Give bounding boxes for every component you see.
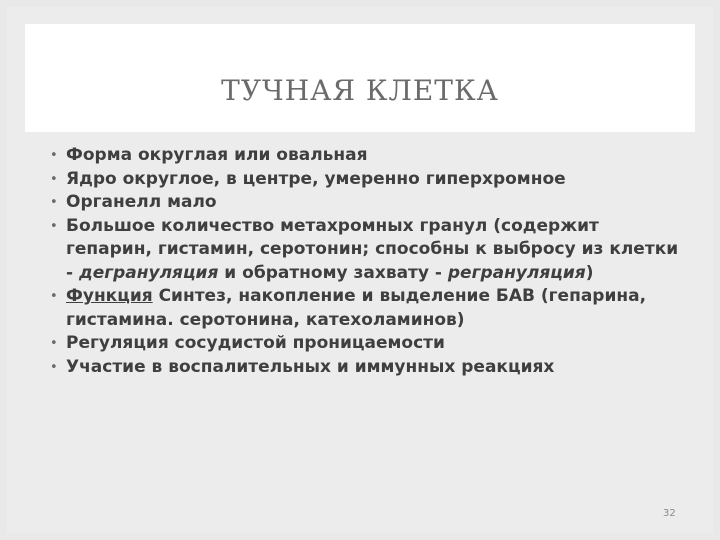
bullet-icon: •	[50, 195, 58, 210]
list-item	[50, 168, 680, 192]
bullet-icon: •	[50, 336, 58, 351]
bullet-icon: •	[50, 359, 58, 375]
title-box	[25, 24, 695, 132]
bullet-list	[50, 144, 680, 379]
bullet-text: Органелл мало	[66, 192, 217, 212]
function-label: Функция	[66, 286, 153, 306]
degranulation-term: дегрануляция	[78, 262, 219, 283]
bullet-text-part: )	[585, 262, 594, 283]
bullet-text: Участие в воспалительных и иммунных реакциях	[66, 356, 555, 377]
bullet-text: Регуляция сосудистой проницаемости	[66, 333, 445, 353]
list-item	[50, 356, 680, 380]
slide-title: ТУЧНАЯ КЛЕТКА	[221, 74, 499, 107]
bullet-text-part: Синтез, накопление и выделение БАВ (гепарина, гистамина. серотонина, катехоламинов)	[66, 286, 647, 330]
bullet-icon: •	[50, 289, 58, 304]
list-item	[50, 332, 680, 356]
bullet-text	[66, 286, 646, 330]
bullet-text	[66, 216, 678, 283]
list-item	[50, 215, 680, 286]
bullet-icon: •	[50, 171, 58, 187]
list-item	[50, 285, 680, 332]
regranulation-term: регрануляция	[447, 262, 586, 283]
list-item	[50, 144, 680, 168]
bullet-text-part: Большое количество метахромных гранул (содержит гепарин, гистамин, серотонин; способны к выбросу из клетки -	[66, 215, 679, 283]
bullet-text-part: и обратному захвату -	[218, 262, 448, 283]
bullet-text: Ядро округлое, в центре, умеренно гиперхромное	[66, 168, 566, 189]
bullet-icon: •	[50, 218, 58, 234]
page-number: 32	[663, 508, 676, 519]
list-item	[50, 191, 680, 215]
bullet-icon: •	[50, 148, 58, 163]
bullet-text: Форма округлая или овальная	[66, 145, 368, 165]
